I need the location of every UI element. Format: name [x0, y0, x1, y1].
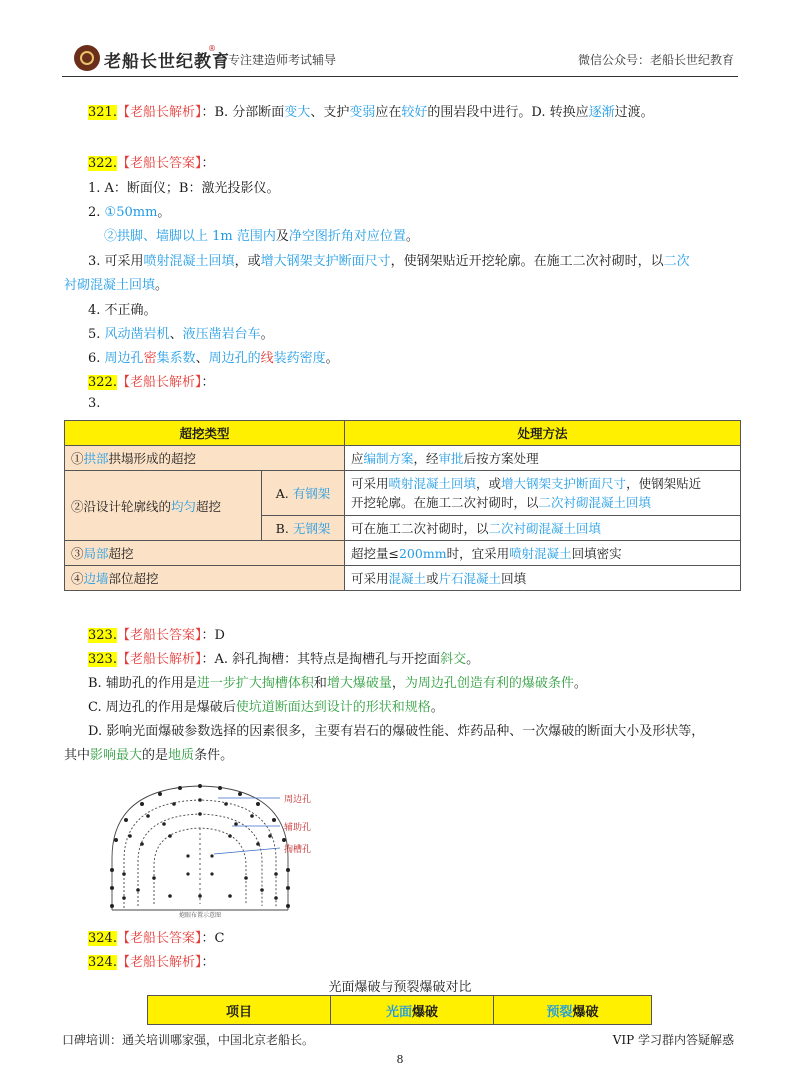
q322-line-8: 6. 周边孔密集系数、周边孔的线装药密度。 — [88, 351, 339, 366]
overbreak-table — [64, 420, 741, 591]
q323-analysis-c: C. 周边孔的作用是爆破后使坑道断面达到设计的形状和规格。 — [88, 700, 444, 715]
header-wechat: 微信公众号：老船长世纪教育 — [577, 53, 734, 67]
diagram-label-1: 周边孔 — [284, 795, 312, 805]
q322-line-5: 衬砌混凝土回填。 — [64, 278, 169, 293]
q323-analysis-d: D. 影响光面爆破参数选择的因素很多，主要有岩石的爆破性能、炸药品种、一次爆破的断面大小及形状等， — [88, 724, 705, 739]
table-row — [65, 541, 741, 566]
table-header-item: 项目 — [148, 996, 331, 1025]
leader-line-3 — [214, 848, 280, 854]
table-cell: ④边墙部位超挖 — [65, 566, 345, 591]
q322-analysis-header: 322.【老船长解析】： — [88, 375, 215, 390]
table-row — [65, 566, 741, 591]
table-row — [65, 471, 741, 516]
q322-line-1: 1. A：断面仪；B：激光投影仪。 — [88, 181, 280, 196]
table-cell: 超挖量≤200mm时，宜采用喷射混凝土回填密实 — [345, 541, 741, 566]
table-cell: B. 无钢架 — [262, 516, 345, 541]
table-cell: 可采用喷射混凝土回填，或增大钢架支护断面尺寸，使钢架贴近 开挖轮廓。在施工二次衬砌时，以二次衬砌混凝土回填 — [345, 471, 741, 516]
q323-analysis-a: 323.【老船长解析】：A. 斜孔掏槽：其特点是掏槽孔与开挖面斜交。 — [88, 652, 480, 667]
table-header-row — [148, 996, 652, 1025]
table-row — [65, 446, 741, 471]
diagram-label-3: 掏槽孔 — [284, 845, 312, 855]
page-number: 8 — [396, 1053, 404, 1066]
q322-line-3: ②拱脚、墙脚以上 1m 范围内及净空图折角对应位置。 — [104, 229, 419, 244]
q322-analysis-line: 3. — [88, 396, 101, 411]
q323-answer: 323.【老船长答案】：D — [88, 628, 225, 643]
registered-mark: ® — [208, 44, 216, 53]
q322-line-7: 5. 风动凿岩机、液压凿岩台车。 — [88, 327, 274, 342]
q324-analysis: 324.【老船长解析】： — [88, 955, 215, 970]
table-cell: ③局部超挖 — [65, 541, 345, 566]
q321-analysis: 321.【老船长解析】：B. 分部断面变大、支护变弱应在较好的围岩段中进行。D. 转换应逐渐过渡。 — [88, 105, 654, 120]
table-cell: A. 有钢架 — [262, 471, 345, 516]
header-slogan: 专注建造师考试辅导 — [228, 53, 337, 67]
diagram-label-2: 辅助孔 — [284, 823, 312, 833]
header-divider — [62, 76, 738, 77]
table-header-method: 处理方法 — [345, 421, 741, 446]
footer-left: 口碑培训：通关培训哪家强，中国北京老船长。 — [62, 1033, 315, 1047]
diagram-caption: 炮眼布置示意图 — [178, 912, 222, 918]
q323-analysis-b: B. 辅助孔的作用是进一步扩大掏槽体积和增大爆破量，为周边孔创造有利的爆破条件。 — [88, 676, 587, 691]
q322-line-4: 3. 可采用喷射混凝土回填，或增大钢架支护断面尺寸，使钢架贴近开挖轮廓。在施工二次衬砌时，以二次 — [88, 254, 690, 269]
table2-title: 光面爆破与预裂爆破对比 — [328, 980, 472, 995]
table-header-row — [65, 421, 741, 446]
logo-icon — [74, 45, 100, 71]
q322-answer-header: 322.【老船长答案】： — [88, 156, 215, 171]
blast-hole-diagram — [100, 778, 420, 918]
table-header-smooth: 光面爆破 — [331, 996, 494, 1025]
q322-line-6: 4. 不正确。 — [88, 303, 157, 318]
table-cell: 应编制方案，经审批后按方案处理 — [345, 446, 741, 471]
table-header-presplit: 预裂爆破 — [494, 996, 652, 1025]
table-header-type: 超挖类型 — [65, 421, 345, 446]
q322-line-2: 2. ①50mm。 — [88, 205, 171, 220]
logo-text: 老船长世纪教育 — [104, 52, 230, 72]
footer-right: VIP 学习群内答疑解惑 — [612, 1033, 734, 1047]
table-cell: ①拱部拱塌形成的超挖 — [65, 446, 345, 471]
table-cell: 可在施工二次衬砌时，以二次衬砌混凝土回填 — [345, 516, 741, 541]
comparison-table — [147, 995, 652, 1025]
table-cell: ②沿设计轮廓线的均匀超挖 — [65, 471, 262, 541]
q324-answer: 324.【老船长答案】：C — [88, 931, 225, 946]
q323-analysis-d2: 其中影响最大的是地质条件。 — [64, 748, 234, 763]
table-cell: 可采用混凝土或片石混凝土回填 — [345, 566, 741, 591]
